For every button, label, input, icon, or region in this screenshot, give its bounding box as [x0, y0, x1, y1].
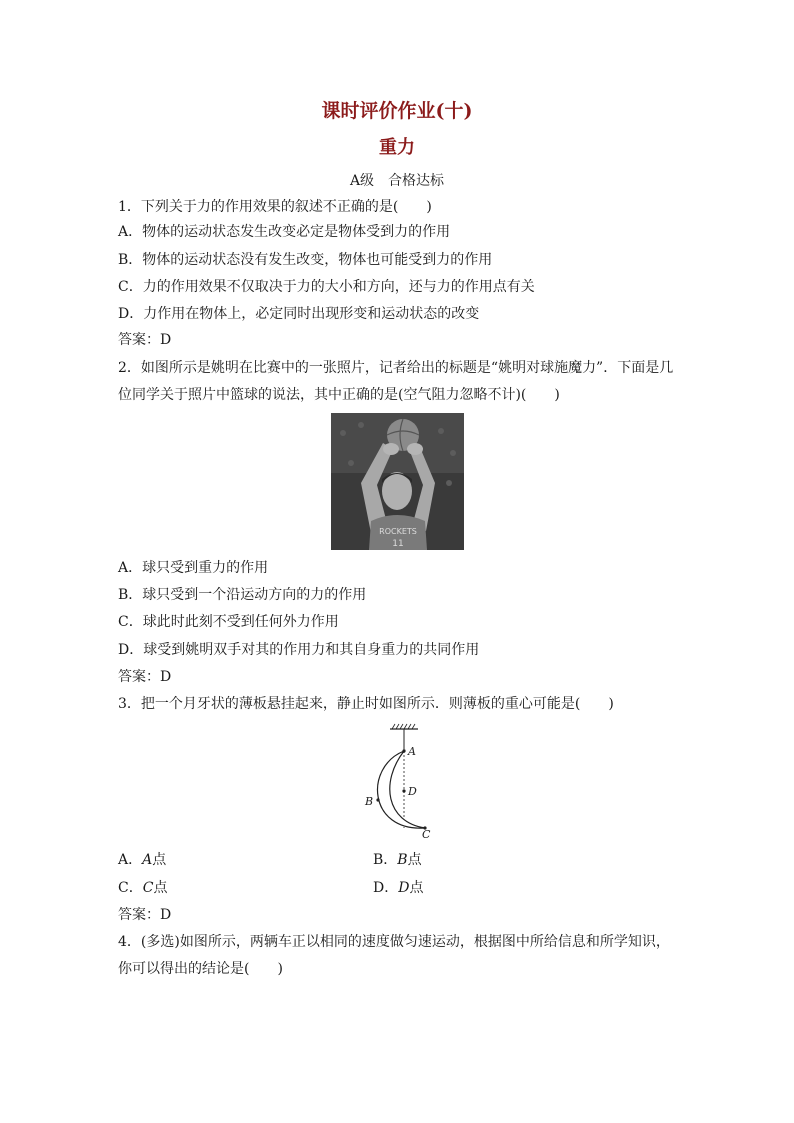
q3-stem: 3．把一个月牙状的薄板悬挂起来，静止时如图所示．则薄板的重心可能是( )	[118, 696, 614, 712]
q1-stem: 1．下列关于力的作用效果的叙述不正确的是( )	[118, 199, 432, 215]
label-b: B	[365, 795, 374, 808]
page-title: 课时评价作业(十)	[321, 100, 473, 122]
q2-option-d: D．球受到姚明双手对其的作用力和其自身重力的共同作用	[118, 642, 480, 658]
q2-option-a: A．球只受到重力的作用	[118, 560, 269, 576]
jersey-text: ROCKETS	[379, 527, 417, 536]
point-d	[402, 789, 405, 792]
player-shooting-image	[331, 413, 464, 550]
q3-option-b: B．B点	[373, 852, 422, 868]
label-c: C	[422, 828, 431, 841]
q3-option-d: D．D点	[373, 880, 424, 896]
q1-option-c: C．力的作用效果不仅取决于力的大小和方向，还与力的作用点有关	[118, 279, 535, 295]
q1-option-a: A．物体的运动状态发生改变必定是物体受到力的作用	[118, 224, 451, 240]
q1-option-d: D．力作用在物体上，必定同时出现形变和运动状态的改变	[118, 306, 480, 322]
q2-answer: 答案：D	[118, 669, 172, 685]
q3-option-a: A．A点	[118, 852, 167, 868]
q1-answer: 答案：D	[118, 332, 172, 348]
jersey-number: 11	[392, 539, 404, 549]
q2-stem-line1: 2．如图所示是姚明在比赛中的一张照片，记者给出的标题是“姚明对球施魔力”．下面是几	[118, 360, 674, 376]
q2-stem-line2: 位同学关于照片中篮球的说法，其中正确的是(空气阻力忽略不计)( )	[118, 387, 560, 403]
label-a: A	[408, 745, 416, 758]
label-d: D	[408, 785, 417, 798]
crescent-plate	[378, 751, 425, 828]
q4-stem-line2: 你可以得出的结论是( )	[118, 961, 283, 977]
crescent-plate-diagram	[358, 722, 438, 842]
point-a	[402, 749, 405, 752]
q1-option-b: B．物体的运动状态没有发生改变，物体也可能受到力的作用	[118, 252, 493, 268]
q3-option-c: C．C点	[118, 880, 168, 896]
ceiling-hatch	[390, 724, 418, 729]
level-heading: A级 合格达标	[349, 173, 445, 189]
q2-option-c: C．球此时此刻不受到任何外力作用	[118, 614, 339, 630]
q4-stem-line1: 4．(多选)如图所示，两辆车正以相同的速度做匀速运动，根据图中所给信息和所学知识，	[118, 934, 670, 950]
basketball-photo	[331, 413, 464, 550]
point-b	[376, 798, 379, 801]
section-title: 重力	[379, 137, 415, 158]
q2-option-b: B．球只受到一个沿运动方向的力的作用	[118, 587, 367, 603]
q3-answer: 答案：D	[118, 907, 172, 923]
